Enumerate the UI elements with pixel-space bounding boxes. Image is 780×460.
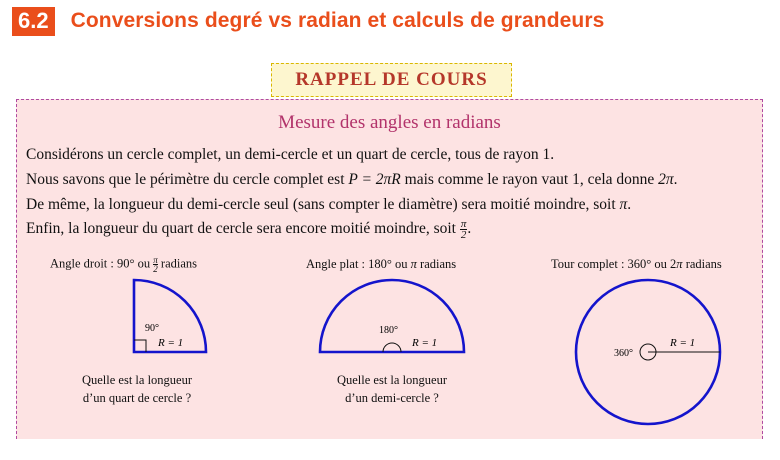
full-circle-diagram (567, 275, 727, 435)
quarter-figure-title: Angle droit : 90° ou $\frac{\pi}{2}$ radians (50, 255, 198, 274)
line4-period: . (467, 220, 472, 238)
line2-text-b: mais comme le rayon vaut 1, cela donne (400, 171, 659, 188)
lesson-card (16, 99, 763, 439)
half-radius-label: R = 1 (412, 337, 438, 349)
half-circle-arc (320, 280, 464, 352)
full-radius-label: R = 1 (670, 337, 696, 349)
section-title: Conversions degré vs radian et calculs de grandeurs (70, 9, 605, 32)
line4-fraction: $\frac{\pi}{2}$ (460, 218, 467, 241)
card-title: Mesure des angles en radians (278, 112, 501, 133)
text-line-3 (26, 196, 631, 214)
full-angle-label: 360° (614, 348, 633, 359)
half-question: Quelle est la longueur d’un demi-cercle ? (336, 373, 448, 405)
line4-text: Enfin, la longueur du quart de cercle sera encore moitié moindre, soit (26, 220, 460, 238)
line3-text: De même, la longueur du demi-cercle seul (sans compter le diamètre) sera moitié moindre, soit (26, 196, 620, 213)
rappel-de-cours-label: RAPPEL DE COURS (271, 63, 512, 97)
perimeter-formula: P = 2πR (348, 171, 401, 188)
right-angle-mark (134, 340, 146, 352)
line2-text-a: Nous savons que le périmètre du cercle complet est (26, 171, 349, 188)
quarter-question: Quelle est la longueur d’un quart de cercle ? (81, 373, 193, 405)
quarter-angle-label: 90° (145, 323, 159, 334)
section-header (12, 6, 604, 36)
half-circle-diagram (315, 275, 470, 360)
line3-value: π (619, 196, 628, 213)
half-angle-label: 180° (379, 325, 398, 336)
full-figure-title: Tour complet : 360° ou 2π radians (551, 257, 722, 271)
half-figure-title: Angle plat : 180° ou π radians (306, 257, 457, 271)
line3-period: . (627, 196, 632, 213)
flat-angle-mark (383, 343, 401, 352)
text-line-1: Considérons un cercle complet, un demi-cercle et un quart de cercle, tous de rayon 1. (26, 146, 555, 163)
quarter-circle-diagram (117, 275, 222, 360)
section-number: 6.2 (12, 7, 55, 36)
text-line-4 (26, 219, 471, 240)
quarter-radius-label: R = 1 (158, 337, 184, 349)
text-line-2 (26, 171, 678, 189)
line2-period: . (673, 171, 678, 188)
line2-value: 2π (658, 171, 674, 188)
